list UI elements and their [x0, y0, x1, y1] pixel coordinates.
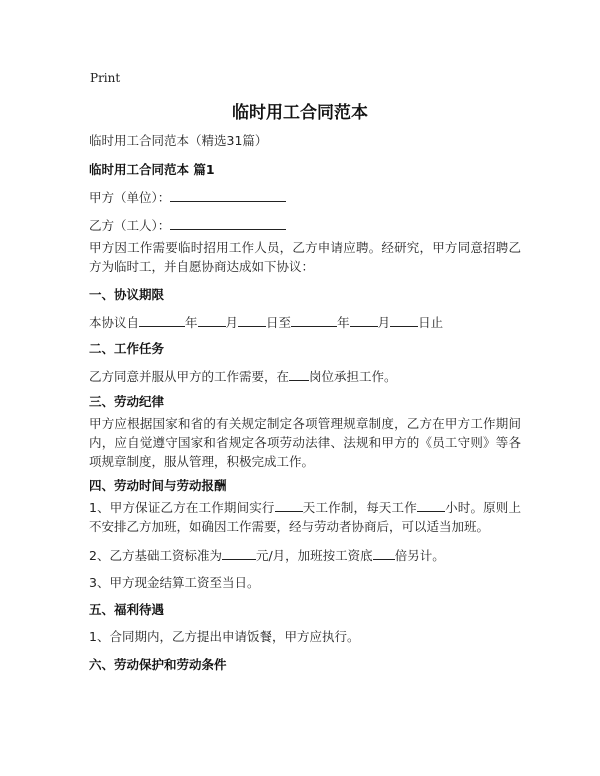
hours-p2-c: 倍另计。	[394, 548, 445, 563]
term-paragraph	[89, 313, 443, 331]
hours-paragraph-2	[89, 546, 445, 564]
section-heading-term: 一、协议期限	[89, 287, 165, 302]
print-link[interactable]: Print	[90, 71, 121, 85]
party-b-row	[89, 216, 286, 234]
document-subtitle: 临时用工合同范本（精选31篇）	[89, 133, 268, 148]
term-blank-day1	[238, 314, 266, 327]
hours-blank-multiplier	[373, 547, 395, 560]
discipline-paragraph: 甲方应根据国家和省的有关规定制定各项管理规章制度，乙方在甲方工作期间内，应自觉遵守国家和省规定各项劳动法律、法规和甲方的《员工守则》等各项规章制度，服从管理，积极完成工作。	[89, 416, 521, 469]
hours-blank-days	[275, 499, 303, 512]
term-day-to: 日至	[266, 315, 292, 330]
term-blank-year2	[291, 314, 337, 327]
hours-paragraph-3: 3、甲方现金结算工资至当日。	[89, 575, 260, 590]
hours-p2-b: 元/月，加班按工资底	[255, 548, 373, 563]
intro-paragraph: 甲方因工作需要临时招用工作人员，乙方申请应聘。经研究，甲方同意招聘乙方为临时工，并自愿协商达成如下协议：	[89, 240, 521, 274]
section-heading-hours: 四、劳动时间与劳动报酬	[89, 478, 227, 493]
term-blank-day2	[390, 314, 418, 327]
hours-p1-c: 小时。原则上不安排乙方加班，如确因工作需要，经与劳动者协商后，可以适当加班。	[89, 500, 521, 534]
party-b-blank	[170, 217, 286, 230]
party-a-row	[89, 188, 286, 206]
section-heading-protection: 六、劳动保护和劳动条件	[89, 657, 227, 672]
hours-p1-a: 1、甲方保证乙方在工作期间实行	[89, 500, 275, 515]
task-suffix: 岗位承担工作。	[309, 369, 397, 384]
party-b-label: 乙方（工人）：	[89, 218, 171, 233]
term-month1: 月	[225, 315, 239, 330]
section-heading-discipline: 三、劳动纪律	[89, 394, 165, 409]
hours-p1-b: 天工作制，每天工作	[302, 500, 417, 515]
hours-paragraph-1	[89, 498, 521, 536]
welfare-paragraph-1: 1、合同期内，乙方提出申请饭餐，甲方应执行。	[89, 629, 360, 644]
section-heading-task: 二、工作任务	[89, 341, 165, 356]
task-blank-post	[289, 368, 309, 381]
term-month2: 月	[377, 315, 391, 330]
task-prefix: 乙方同意并服从甲方的工作需要，在	[89, 369, 290, 384]
term-blank-year1	[139, 314, 185, 327]
contract-section-title: 临时用工合同范本 篇1	[89, 162, 215, 177]
term-year2: 年	[337, 315, 350, 330]
party-a-blank	[170, 189, 286, 202]
party-a-label: 甲方（单位）：	[89, 190, 171, 205]
term-prefix: 本协议自	[89, 315, 140, 330]
term-year1: 年	[185, 315, 198, 330]
term-blank-month2	[350, 314, 378, 327]
section-heading-welfare: 五、福利待遇	[89, 602, 165, 617]
task-paragraph	[89, 367, 397, 385]
term-blank-month1	[198, 314, 226, 327]
hours-blank-wage	[222, 547, 256, 560]
term-day-end: 日止	[418, 315, 444, 330]
hours-blank-hours	[417, 499, 445, 512]
hours-p2-a: 2、乙方基础工资标准为	[89, 548, 222, 563]
document-title: 临时用工合同范本	[232, 103, 368, 123]
